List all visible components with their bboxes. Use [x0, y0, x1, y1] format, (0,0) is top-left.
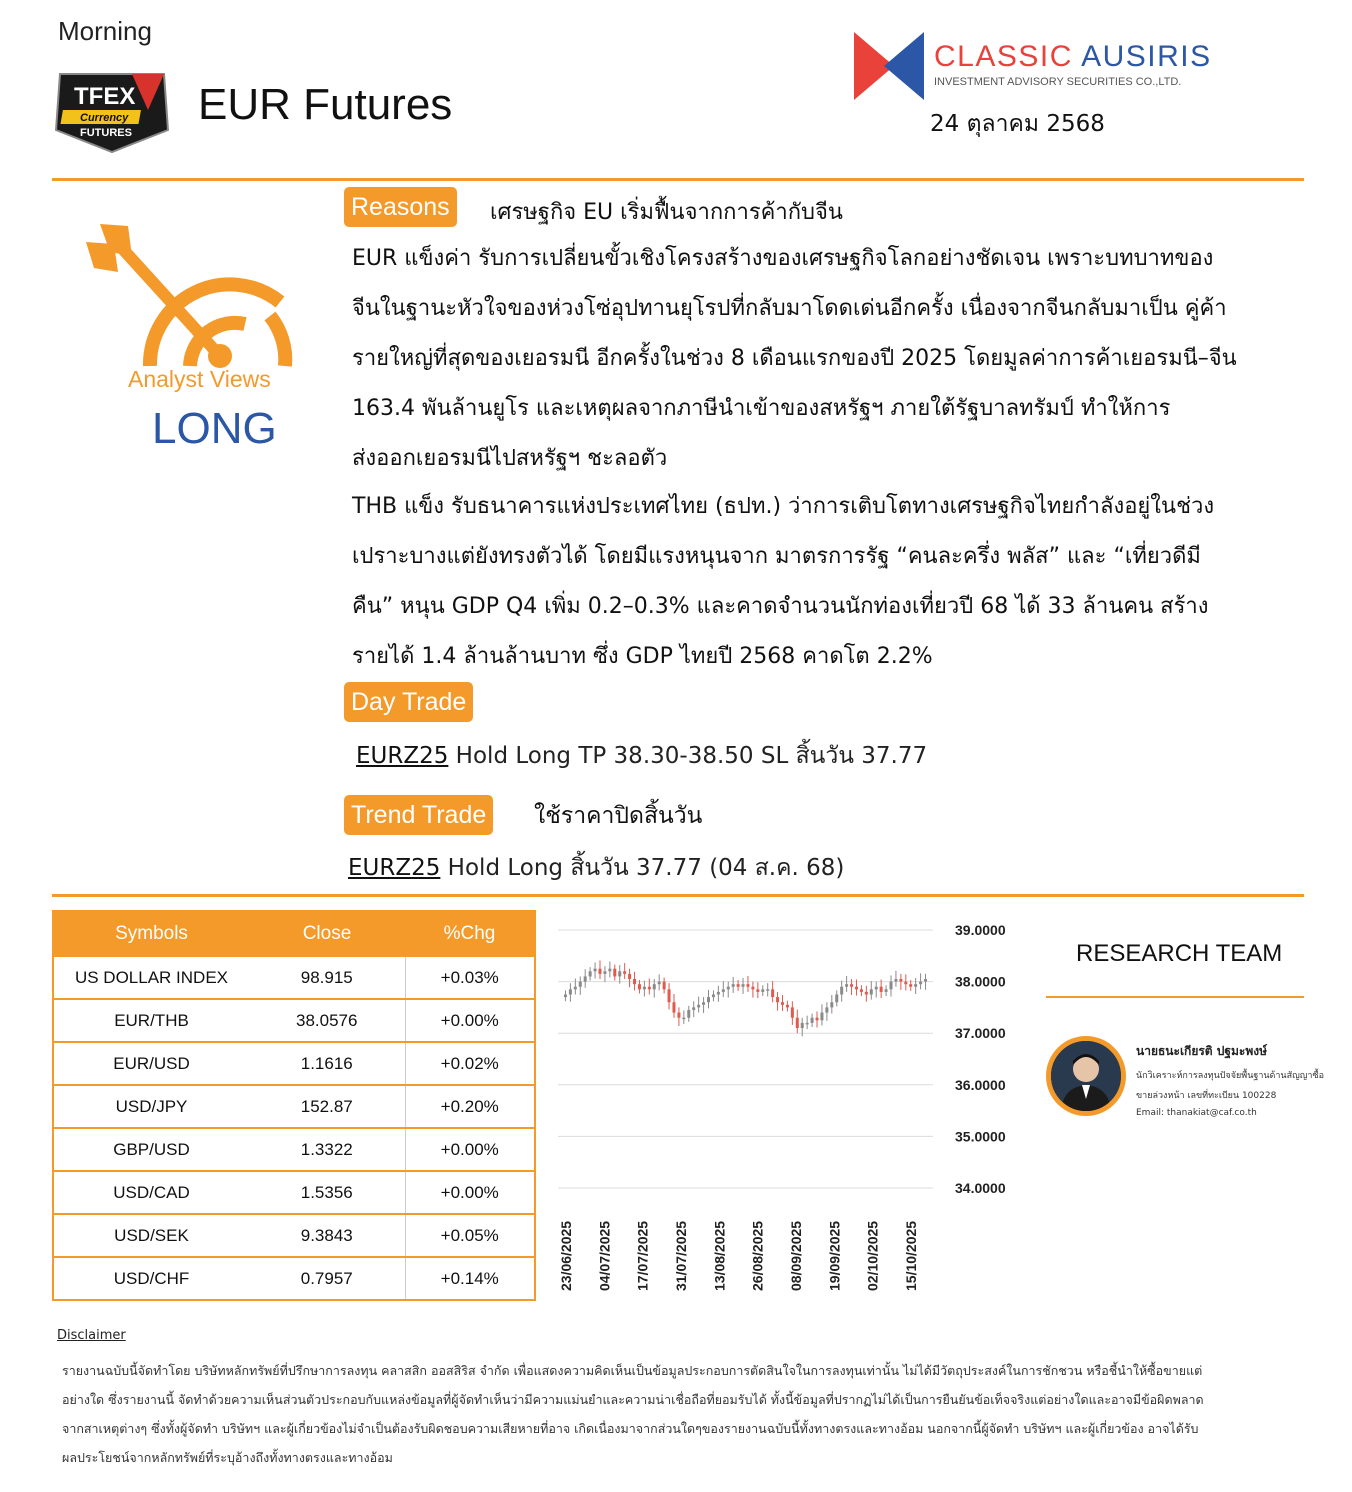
cell-close: 98.915	[249, 956, 405, 999]
y-tick-label: 39.0000	[955, 922, 1006, 938]
candle-body	[919, 982, 922, 985]
table-row	[53, 956, 535, 999]
candle-body	[603, 971, 606, 974]
research-team-title: RESEARCH TEAM	[1076, 940, 1283, 967]
cell-chg: +0.00%	[405, 1171, 535, 1214]
x-tick-label: 26/08/2025	[749, 1220, 766, 1291]
classic-ausiris-logo-mark	[854, 30, 924, 102]
candle-body	[820, 1013, 823, 1021]
candle-body	[791, 1007, 794, 1017]
candle-body	[618, 971, 621, 976]
trend-trade-recommendation	[348, 850, 844, 886]
candle-body	[732, 984, 735, 987]
fx-quote-table	[52, 910, 536, 1301]
candle-body	[776, 997, 779, 1002]
x-tick-label: 04/07/2025	[596, 1220, 613, 1291]
candle-body	[653, 984, 656, 989]
disclaimer-line: อย่างใด ซึ่งรายงานนี้ จัดทำด้วยความเห็นส่วนตัวประกอบกับแหล่งข้อมูลที่ผู้จัดทำเห็นว่ามีความแม่นยำและความน่าเชื่อถือที่ยอมรับได้ ทั้งนี้ข้อมูลที่ปรากฏไม่ได้เป็นการยืนยันข้อเท็จจริงแต่อย่างใดและอาจมีข้อผิดพลาด	[62, 1392, 1204, 1407]
table-header-row	[53, 911, 535, 956]
candle-body	[766, 989, 769, 991]
analyst-views-label: Analyst Views	[128, 366, 271, 392]
candle-body	[569, 989, 572, 994]
candle-body	[865, 992, 868, 995]
report-date: 24 ตุลาคม 2568	[930, 111, 1105, 137]
candle-body	[756, 989, 759, 992]
y-tick-label: 35.0000	[955, 1128, 1006, 1145]
candle-body	[598, 969, 601, 974]
candle-body	[890, 982, 893, 990]
cell-close: 1.3322	[249, 1128, 405, 1171]
analyst-title: นักวิเคราะห์การลงทุนปัจจัยพื้นฐานด้านสัญญาซื้อ	[1136, 1071, 1324, 1081]
tfex-currency-futures-logo	[52, 70, 172, 154]
candle-body	[816, 1018, 819, 1021]
brand-name-part2: AUSIRIS	[1081, 40, 1212, 73]
disclaimer-line: รายงานฉบับนี้จัดทำโดย บริษัทหลักทรัพย์ที่ปรึกษาการลงทุน คลาสสิก ออสสิริส จำกัด เพื่อแสดงความคิดเห็นเป็นข้อมูลประกอบการตัดสินใจในการลงทุนเท่านั้น ไม่ได้มีวัตถุประสงค์ในการชักชวน หรือชี้นำให้ซื้อขายแต่	[62, 1363, 1203, 1378]
trend-trade-badge: Trend Trade	[344, 795, 493, 835]
paragraph-line: รายใหญ่ที่สุดของเยอรมนี อีกครั้งในช่วง 8 เดือนแรกของปี 2025 โดยมูลค่าการค้าเยอรมนี–จีน	[352, 346, 1237, 371]
reasons-badge: Reasons	[344, 187, 457, 227]
candle-body	[742, 984, 745, 987]
candle-body	[806, 1023, 809, 1025]
edition-label: Morning	[58, 16, 152, 46]
day-trade-symbol: EURZ25	[356, 743, 449, 769]
paragraph-line: ส่งออกเยอรมนีไปสหรัฐฯ ชะลอตัว	[352, 446, 668, 471]
table-row	[53, 1214, 535, 1257]
reasons-paragraph-eur	[352, 234, 1302, 484]
paragraph-line: 163.4 พันล้านยูโร และเหตุผลจากภาษีนำเข้าของสหรัฐฯ ภายใต้รัฐบาลทรัมป์ ทำให้การ	[352, 396, 1171, 421]
x-tick-label: 19/09/2025	[826, 1220, 843, 1291]
candle-body	[574, 987, 577, 990]
cell-chg: +0.02%	[405, 1042, 535, 1085]
day-trade-recommendation	[356, 738, 927, 774]
disclaimer-line: จากสาเหตุต่างๆ ซึ่งทั้งผู้จัดทำ บริษัทฯ และผู้เกี่ยวข้องไม่จำเป็นต้องรับผิดชอบความเสียหายที่อาจ เกิดเนื่องมาจากส่วนใดๆของรายงานฉบับนี้ทั้งทางตรงและทางอ้อม นอกจากนี้ผู้จัดทำ บริษัทฯ และผู้เกี่ยวข้อง อาจได้รับ	[62, 1421, 1199, 1436]
paragraph-line: เปราะบางแต่ยังทรงตัวได้ โดยมีแรงหนุนจาก มาตรการรัฐ “คนละครึ่ง พลัส” และ “เที่ยวดีมี	[352, 544, 1201, 569]
y-tick-label: 37.0000	[955, 1025, 1006, 1042]
cell-chg: +0.20%	[405, 1085, 535, 1128]
x-tick-label: 23/06/2025	[558, 1220, 574, 1291]
cell-symbol: USD/JPY	[53, 1085, 249, 1128]
candle-body	[722, 989, 725, 992]
section-divider-middle	[52, 894, 1304, 897]
section-divider-top	[52, 178, 1304, 181]
candle-body	[677, 1013, 680, 1018]
cell-symbol: USD/CHF	[53, 1257, 249, 1300]
cell-symbol: USD/CAD	[53, 1171, 249, 1214]
reasons-paragraph-thb	[352, 482, 1302, 682]
candle-body	[658, 982, 661, 985]
candle-body	[781, 1002, 784, 1005]
candle-body	[608, 969, 611, 972]
table-row	[53, 1171, 535, 1214]
x-tick-label: 08/09/2025	[788, 1220, 804, 1291]
table-row	[53, 999, 535, 1042]
candle-body	[850, 984, 853, 987]
candle-body	[894, 979, 897, 982]
x-tick-label: 15/10/2025	[903, 1220, 919, 1291]
cell-close: 38.0576	[249, 999, 405, 1042]
candle-body	[880, 987, 883, 992]
cell-chg: +0.03%	[405, 956, 535, 999]
x-tick-label: 31/07/2025	[673, 1220, 689, 1291]
candle-body	[727, 987, 730, 990]
analyst-view-position: LONG	[152, 404, 277, 453]
y-tick-label: 34.0000	[955, 1180, 1006, 1196]
x-tick-label: 02/10/2025	[864, 1220, 881, 1291]
y-tick-label: 36.0000	[955, 1076, 1006, 1093]
reasons-headline: เศรษฐกิจ EU เริ่มฟื้นจากการค้ากับจีน	[490, 200, 843, 225]
candle-body	[717, 992, 720, 995]
candle-body	[707, 997, 710, 1002]
cell-close: 9.3843	[249, 1214, 405, 1257]
candle-body	[628, 974, 631, 979]
candle-body	[899, 979, 902, 982]
cell-close: 0.7957	[249, 1257, 405, 1300]
cell-symbol: US DOLLAR INDEX	[53, 956, 249, 999]
eur-thb-candlestick-chart	[548, 916, 1028, 1306]
cell-chg: +0.14%	[405, 1257, 535, 1300]
disclaimer-body	[62, 1356, 1282, 1472]
candle-body	[885, 989, 888, 992]
candle-body	[771, 989, 774, 997]
analyst-name: นายธนะเกียรติ ปฐมะพงษ์	[1136, 1044, 1268, 1058]
x-tick-label: 17/07/2025	[634, 1220, 651, 1291]
candle-body	[830, 1002, 833, 1007]
candle-body	[682, 1018, 685, 1020]
table-row	[53, 1042, 535, 1085]
candle-body	[751, 987, 754, 990]
disclaimer-title: Disclaimer	[57, 1328, 126, 1343]
candle-body	[613, 969, 616, 977]
cell-symbol: EUR/THB	[53, 999, 249, 1042]
column-header-chg: %Chg	[405, 911, 535, 956]
candle-body	[712, 995, 715, 998]
candle-body	[904, 982, 907, 985]
day-trade-badge: Day Trade	[344, 682, 473, 722]
candle-body	[648, 987, 651, 990]
candle-body	[668, 989, 671, 1002]
target-arrow-icon	[80, 216, 300, 376]
candle-body	[855, 987, 858, 990]
candle-body	[875, 987, 878, 990]
analyst-avatar	[1046, 1036, 1126, 1116]
analyst-email[interactable]: Email: thanakiat@caf.co.th	[1136, 1108, 1257, 1118]
candle-body	[761, 989, 764, 992]
brand-name-part1: CLASSIC	[934, 40, 1082, 73]
candle-body	[589, 971, 592, 976]
candle-body	[737, 984, 740, 987]
cell-chg: +0.00%	[405, 1128, 535, 1171]
candle-body	[801, 1023, 804, 1028]
candle-body	[786, 1005, 789, 1008]
column-header-symbols: Symbols	[53, 911, 249, 956]
tfex-logo-text-3: FUTURES	[80, 127, 132, 139]
candle-body	[633, 979, 636, 984]
day-trade-text: Hold Long TP 38.30-38.50 SL สิ้นวัน 37.77	[448, 743, 928, 769]
candle-body	[835, 995, 838, 1003]
candle-body	[692, 1007, 695, 1010]
candle-body	[811, 1018, 814, 1023]
candle-body	[663, 982, 666, 990]
trend-trade-text: Hold Long สิ้นวัน 37.77 (04 ส.ค. 68)	[440, 855, 845, 881]
candle-body	[702, 1002, 705, 1005]
paragraph-line: จีนในฐานะหัวใจของห่วงโซ่อุปทานยุโรปที่กลับมาโดดเด่นอีกครั้ง เนื่องจากจีนกลับมาเป็น คู่ค้า	[352, 296, 1227, 321]
brand-name	[934, 40, 1212, 74]
brand-subtitle: INVESTMENT ADVISORY SECURITIES CO.,LTD.	[934, 76, 1182, 88]
research-divider	[1046, 996, 1304, 998]
candle-body	[870, 989, 873, 994]
page-title: EUR Futures	[198, 80, 453, 129]
table-row	[53, 1128, 535, 1171]
trend-trade-note: ใช้ราคาปิดสิ้นวัน	[534, 803, 703, 829]
cell-symbol: EUR/USD	[53, 1042, 249, 1085]
y-tick-label: 38.0000	[955, 973, 1006, 990]
candle-body	[564, 995, 567, 998]
table-row	[53, 1257, 535, 1300]
candle-body	[914, 984, 917, 987]
cell-close: 1.1616	[249, 1042, 405, 1085]
candle-body	[845, 984, 848, 987]
cell-symbol: GBP/USD	[53, 1128, 249, 1171]
cell-close: 1.5356	[249, 1171, 405, 1214]
candle-body	[796, 1018, 799, 1028]
candle-body	[860, 989, 863, 992]
candle-body	[672, 1002, 675, 1012]
candle-body	[825, 1007, 828, 1012]
candle-body	[643, 987, 646, 990]
tfex-logo-text-2: Currency	[80, 112, 129, 124]
candle-body	[638, 984, 641, 989]
candle-body	[924, 979, 927, 982]
analyst-license: ขายล่วงหน้า เลขที่ทะเบียน 100228	[1136, 1091, 1277, 1101]
paragraph-line: คืน” หนุน GDP Q4 เพิ่ม 0.2–0.3% และคาดจำนวนนักท่องเที่ยวปี 68 ได้ 33 ล้านคน สร้าง	[352, 594, 1209, 619]
candle-body	[594, 969, 597, 972]
candle-body	[746, 984, 749, 987]
paragraph-line: THB แข็ง รับธนาคารแห่งประเทศไทย (ธปท.) ว่าการเติบโตทางเศรษฐกิจไทยกำลังอยู่ในช่วง	[352, 494, 1215, 519]
candle-body	[623, 971, 626, 974]
disclaimer-line: ผลประโยชน์จากหลักทรัพย์ที่ระบุอ้างถึงทั้งทางตรงและทางอ้อม	[62, 1450, 393, 1465]
cell-chg: +0.05%	[405, 1214, 535, 1257]
trend-trade-symbol: EURZ25	[348, 855, 441, 881]
paragraph-line: EUR แข็งค่า รับการเปลี่ยนขั้วเชิงโครงสร้างของเศรษฐกิจโลกอย่างชัดเจน เพราะบทบาทของ	[352, 246, 1214, 271]
candle-body	[697, 1005, 700, 1008]
x-tick-label: 13/08/2025	[711, 1220, 728, 1291]
column-header-close: Close	[249, 911, 405, 956]
table-row	[53, 1085, 535, 1128]
tfex-logo-text-1: TFEX	[74, 83, 136, 110]
candle-body	[579, 982, 582, 987]
cell-chg: +0.00%	[405, 999, 535, 1042]
paragraph-line: รายได้ 1.4 ล้านล้านบาท ซึ่ง GDP ไทยปี 2568 คาดโต 2.2%	[352, 644, 933, 669]
cell-close: 152.87	[249, 1085, 405, 1128]
candle-body	[687, 1010, 690, 1018]
candle-body	[584, 976, 587, 981]
candle-body	[840, 987, 843, 995]
candle-body	[909, 984, 912, 987]
cell-symbol: USD/SEK	[53, 1214, 249, 1257]
